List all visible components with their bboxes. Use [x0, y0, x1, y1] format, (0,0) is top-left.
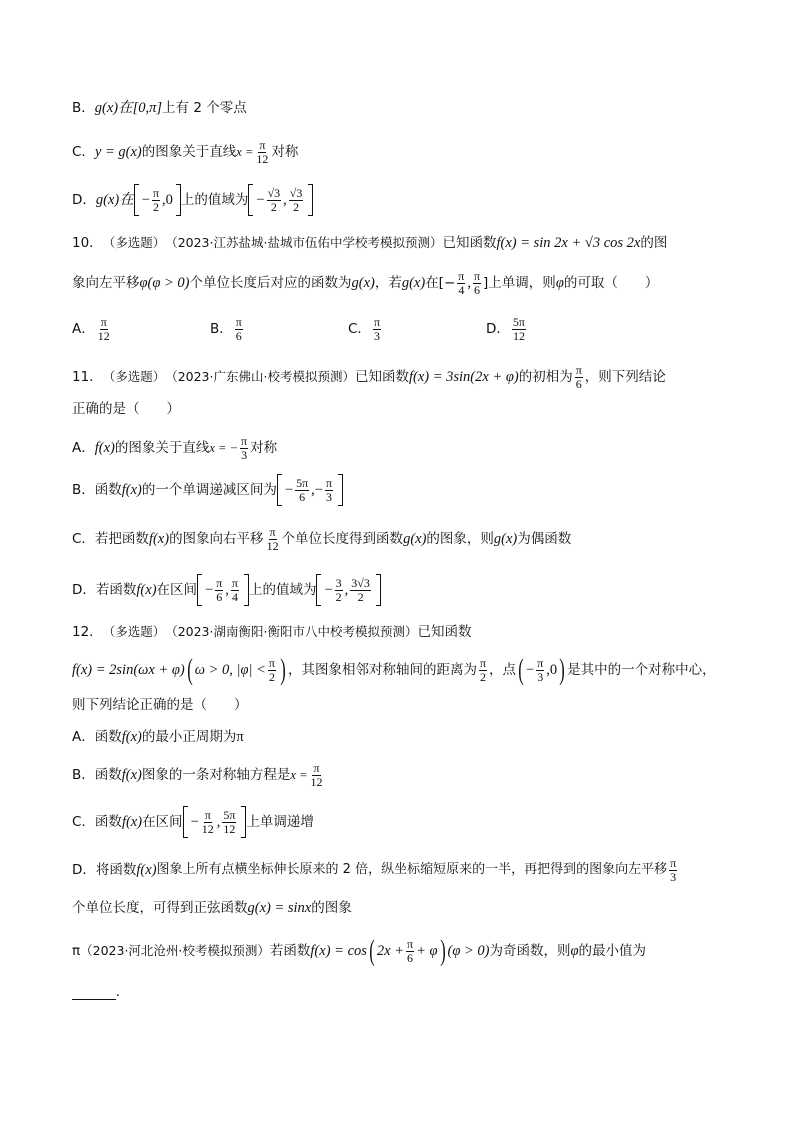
q12-stem-line1: 12． （多选题） （2023·湖南衡阳·衡阳市八中校考模拟预测） 已知函数 [72, 624, 472, 640]
q12-option-b: B．函数 f(x) 图象的一条对称轴方程是 x = $\frac{\pi}{12}$ [72, 760, 323, 789]
q9-option-b: B． g(x)在[0,π] 上有 2 个零点 [72, 100, 247, 116]
q9-option-c: C． y = g(x) 的图象关于直线 x = $\frac{\pi}{12}$ 对称 [72, 137, 299, 166]
q10-option-a: A． $\frac{\pi}{12}$ [72, 314, 110, 343]
q11-option-a: A． f(x) 的图象关于直线 x = − $\frac{\pi}{3}$ 对称 [72, 433, 278, 462]
q10-stem-line2: 象向左平移 φ(φ > 0) 个单位长度后对应的函数为 g(x) ，若 g(x) 在[− $\frac{\pi}{4}$ , $\frac{\pi}{6}$ ]上单调，则 φ 的可取（ ） [72, 268, 659, 297]
q11-option-c: C．若把函数 f(x) 的图象向右平移 $\frac{\pi}{12}$ 个单位长度得到函数 g(x) 的图象，则 g(x) 为偶函数 [72, 524, 572, 553]
q13-answer-line: . [72, 982, 734, 1002]
q12-option-d-line2: 个单位长度，可得到正弦函数 g(x) = sinx 的图象 [72, 900, 352, 916]
q11-option-d: D．若函数 f(x) 在区间 − $\frac{\pi}{6}$ , $\frac{\pi}{4}$ 上的值域为 − $\frac{3}{2}$ , $\frac{3√3}{2}$ [72, 574, 734, 606]
q10-options [72, 314, 734, 344]
q10-option-c: C． $\frac{\pi}{3}$ [348, 314, 380, 343]
q10-option-d: D． $\frac{5\pi}{12}$ [486, 314, 525, 343]
q12-stem-line2: f(x) = 2sin(ωx + φ) ( ω > 0, |φ| < $\frac{\pi}{2}$ ) ，其图象相邻对称轴间的距离为 $\frac{\pi}{2}$ ，点 ( − $\frac{\pi}{3}$ ,0 ) 是其中的一个对称中心， [72, 653, 716, 686]
q13-stem-line1: π （2023·河北沧州·校考模拟预测） 若函数 f(x) = cos ( 2x + $\frac{\pi}{6}$ + φ ) (φ > 0) 为奇函数，则 φ 的最小值为 [72, 934, 647, 967]
q10-option-b: B． $\frac{\pi}{6}$ [210, 314, 242, 343]
q12-option-c: C．函数 f(x) 在区间 − $\frac{\pi}{12}$ , $\frac{5\pi}{12}$ 上单调递增 [72, 806, 734, 838]
q12-option-d-line1: D．将函数 f(x) 图象上所有点横坐标伸长原来的 2 倍，纵坐标缩短原来的一半，再把得到的图象向左平移 $\frac{\pi}{3}$ [72, 855, 677, 884]
q9-option-d: D． g(x)在 − $\frac{\pi}{2}$ ,0 上的值域为 − $\frac{√3}{2}$ , $\frac{√3}{2}$ [72, 184, 734, 216]
answer-blank[interactable] [72, 985, 116, 1000]
q12-stem-line3: 则下列结论正确的是（ ） [72, 697, 248, 713]
q11-stem-line1: 11． （多选题） （2023·广东佛山·校考模拟预测） 已知函数 f(x) = 3sin(2x + φ) 的初相为 $\frac{\pi}{6}$ ，则下列结论 [72, 362, 666, 391]
q11-stem-line2: 正确的是（ ） [72, 401, 180, 417]
q11-option-b: B．函数 f(x) 的一个单调递减区间为 − $\frac{5\pi}{6}$ ,− $\frac{\pi}{3}$ [72, 474, 734, 506]
q12-option-a: A．函数 f(x) 的最小正周期为 π [72, 729, 244, 745]
q10-stem-line1: 10． （多选题） （2023·江苏盐城·盐城市伍佑中学校考模拟预测） 已知函数 f(x) = sin 2x + √3 cos 2x 的图 [72, 235, 668, 251]
